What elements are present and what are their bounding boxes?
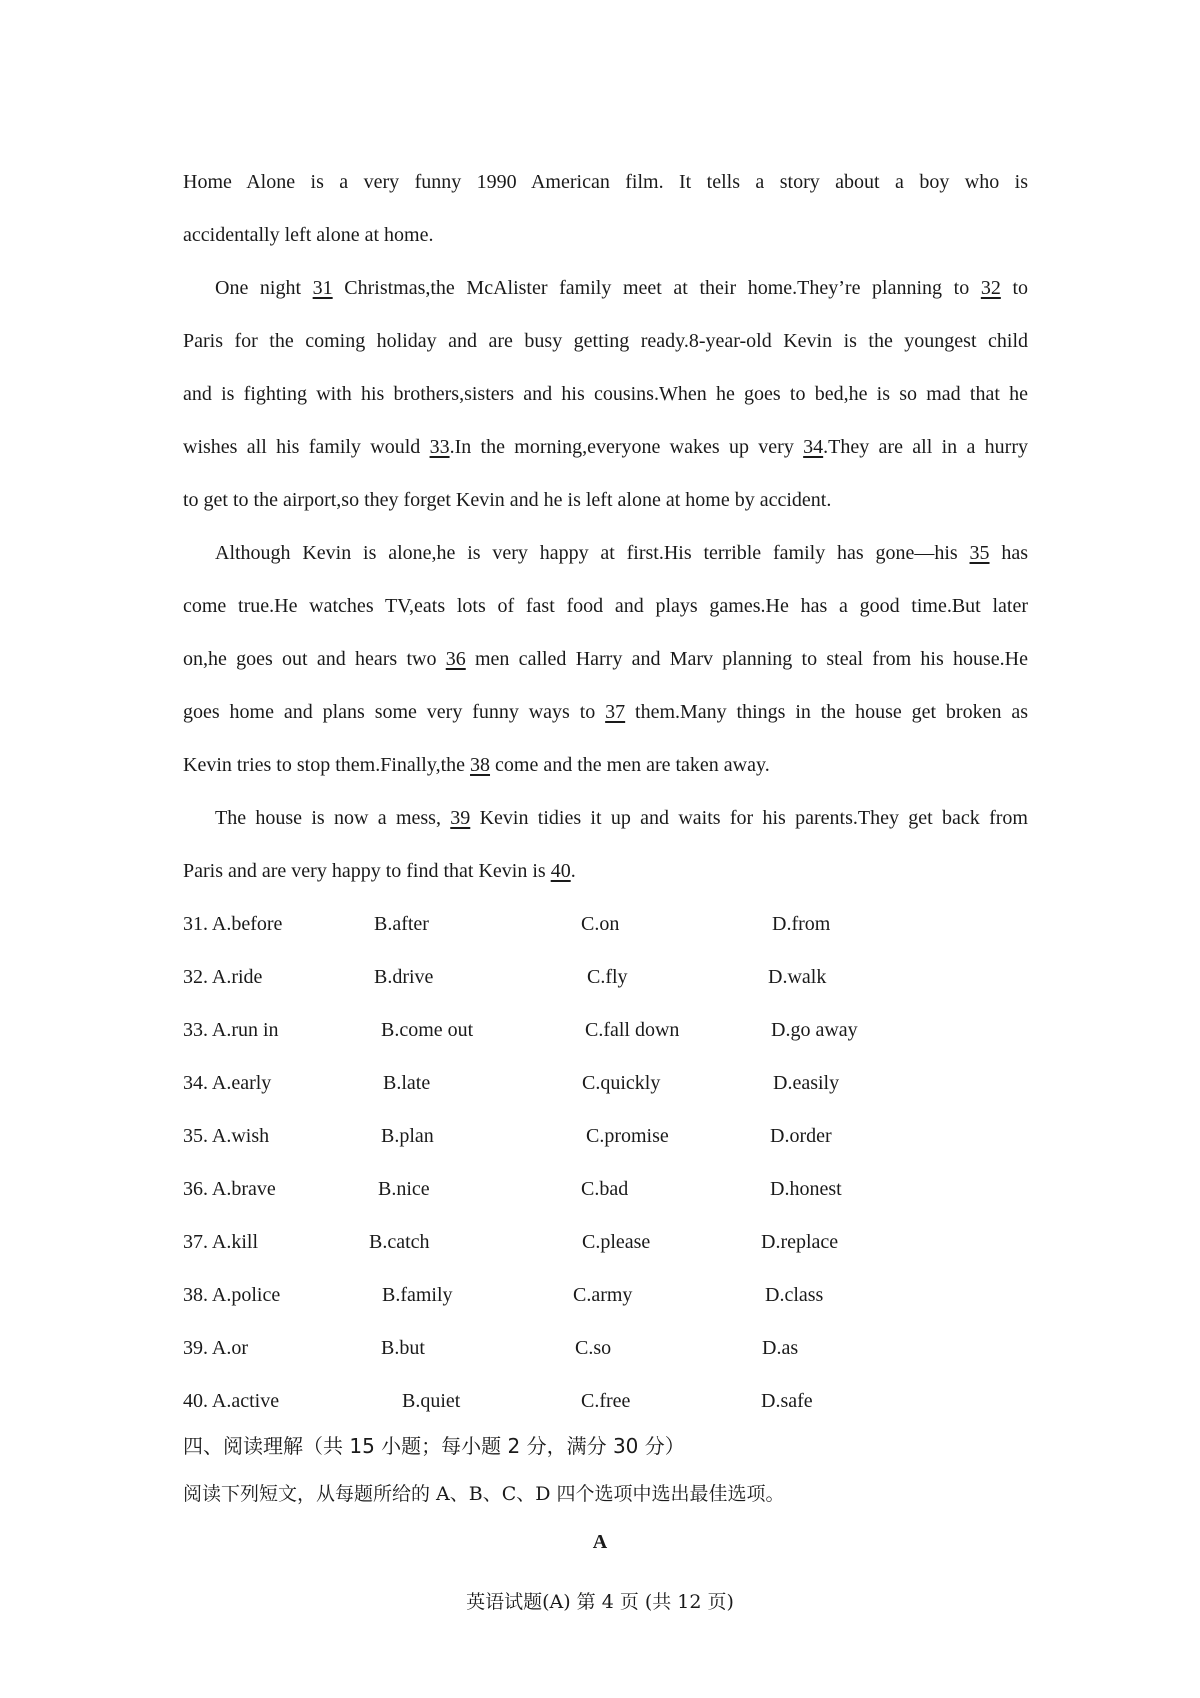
passage-line: wishes all his family would 33.In the morning,everyone wakes up very 34.They are all in a hurry xyxy=(183,436,1028,458)
option-b: B.family xyxy=(382,1284,453,1306)
option-a: 38. A.police xyxy=(183,1284,281,1306)
option-b: B.plan xyxy=(381,1125,434,1147)
option-c: C.fly xyxy=(587,966,628,988)
passage-line: One night 31 Christmas,the McAlister family meet at their home.They’re planning to 32 to xyxy=(215,277,1028,299)
page-footer: 英语试题(A) 第 4 页 (共 12 页) xyxy=(466,1591,734,1613)
blank-38: 38 xyxy=(470,754,491,776)
option-c: C.fall down xyxy=(585,1019,680,1041)
blank-35: 35 xyxy=(969,542,990,564)
option-d: D.as xyxy=(762,1337,799,1359)
passage-line: come true.He watches TV,eats lots of fast food and plays games.He has a good time.But later xyxy=(183,595,1028,617)
option-c: C.please xyxy=(582,1231,651,1253)
option-c: C.army xyxy=(573,1284,633,1306)
option-d: D.walk xyxy=(768,966,827,988)
passage-line: to get to the airport,so they forget Kevin and he is left alone at home by accident. xyxy=(183,489,832,511)
option-a: 37. A.kill xyxy=(183,1231,259,1253)
passage-line: goes home and plans some very funny ways to 37 them.Many things in the house get broken as xyxy=(183,701,1028,723)
passage-line: Home Alone is a very funny 1990 American film. It tells a story about a boy who is xyxy=(183,171,1028,193)
option-d: D.easily xyxy=(773,1072,840,1094)
passage-line: on,he goes out and hears two 36 men called Harry and Marv planning to steal from his house.He xyxy=(183,648,1028,670)
blank-31: 31 xyxy=(312,277,333,299)
blank-32: 32 xyxy=(980,277,1001,299)
option-a: 31. A.before xyxy=(183,913,283,935)
option-c: C.bad xyxy=(581,1178,629,1200)
option-a: 35. A.wish xyxy=(183,1125,270,1147)
blank-40: 40 xyxy=(550,860,571,882)
section-title: 四、阅读理解（共 15 小题；每小题 2 分，满分 30 分） xyxy=(183,1434,685,1458)
option-a: 36. A.brave xyxy=(183,1178,276,1200)
option-b: B.quiet xyxy=(402,1390,461,1412)
blank-34: 34 xyxy=(803,436,824,458)
option-b: B.come out xyxy=(381,1019,474,1041)
passage-line: The house is now a mess, 39 Kevin tidies it up and waits for his parents.They get back from xyxy=(215,807,1028,829)
option-a: 33. A.run in xyxy=(183,1019,279,1041)
option-d: D.replace xyxy=(761,1231,839,1253)
blank-39: 39 xyxy=(450,807,471,829)
blank-36: 36 xyxy=(445,648,466,670)
option-b: B.drive xyxy=(374,966,434,988)
option-d: D.safe xyxy=(761,1390,813,1412)
option-c: C.so xyxy=(575,1337,612,1359)
option-d: D.order xyxy=(770,1125,832,1147)
blank-37: 37 xyxy=(605,701,626,723)
option-b: B.late xyxy=(383,1072,431,1094)
option-d: D.class xyxy=(765,1284,824,1306)
option-b: B.after xyxy=(374,913,429,935)
option-b: B.nice xyxy=(378,1178,430,1200)
passage-line: Although Kevin is alone,he is very happy at first.His terrible family has gone—his 35 has xyxy=(215,542,1028,564)
option-c: C.promise xyxy=(586,1125,669,1147)
passage-label: A xyxy=(592,1531,608,1553)
option-c: C.quickly xyxy=(582,1072,661,1094)
blank-33: 33 xyxy=(429,436,450,458)
passage-line: and is fighting with his brothers,sisters and his cousins.When he goes to bed,he is so mad that he xyxy=(183,383,1028,405)
section-instruction: 阅读下列短文，从每题所给的 A、B、C、D 四个选项中选出最佳选项。 xyxy=(183,1483,785,1505)
passage-line: Paris for the coming holiday and are busy getting ready.8-year-old Kevin is the youngest child xyxy=(183,330,1028,352)
passage-line: Paris and are very happy to find that Kevin is 40. xyxy=(183,860,576,882)
option-a: 40. A.active xyxy=(183,1390,280,1412)
option-d: D.go away xyxy=(771,1019,858,1041)
option-d: D.honest xyxy=(770,1178,842,1200)
option-d: D.from xyxy=(772,913,831,935)
option-b: B.catch xyxy=(369,1231,430,1253)
option-b: B.but xyxy=(381,1337,425,1359)
option-c: C.free xyxy=(581,1390,631,1412)
option-a: 34. A.early xyxy=(183,1072,272,1094)
passage-line: Kevin tries to stop them.Finally,the 38 come and the men are taken away. xyxy=(183,754,770,776)
option-c: C.on xyxy=(581,913,620,935)
option-a: 39. A.or xyxy=(183,1337,248,1359)
option-a: 32. A.ride xyxy=(183,966,263,988)
passage-line: accidentally left alone at home. xyxy=(183,224,434,246)
